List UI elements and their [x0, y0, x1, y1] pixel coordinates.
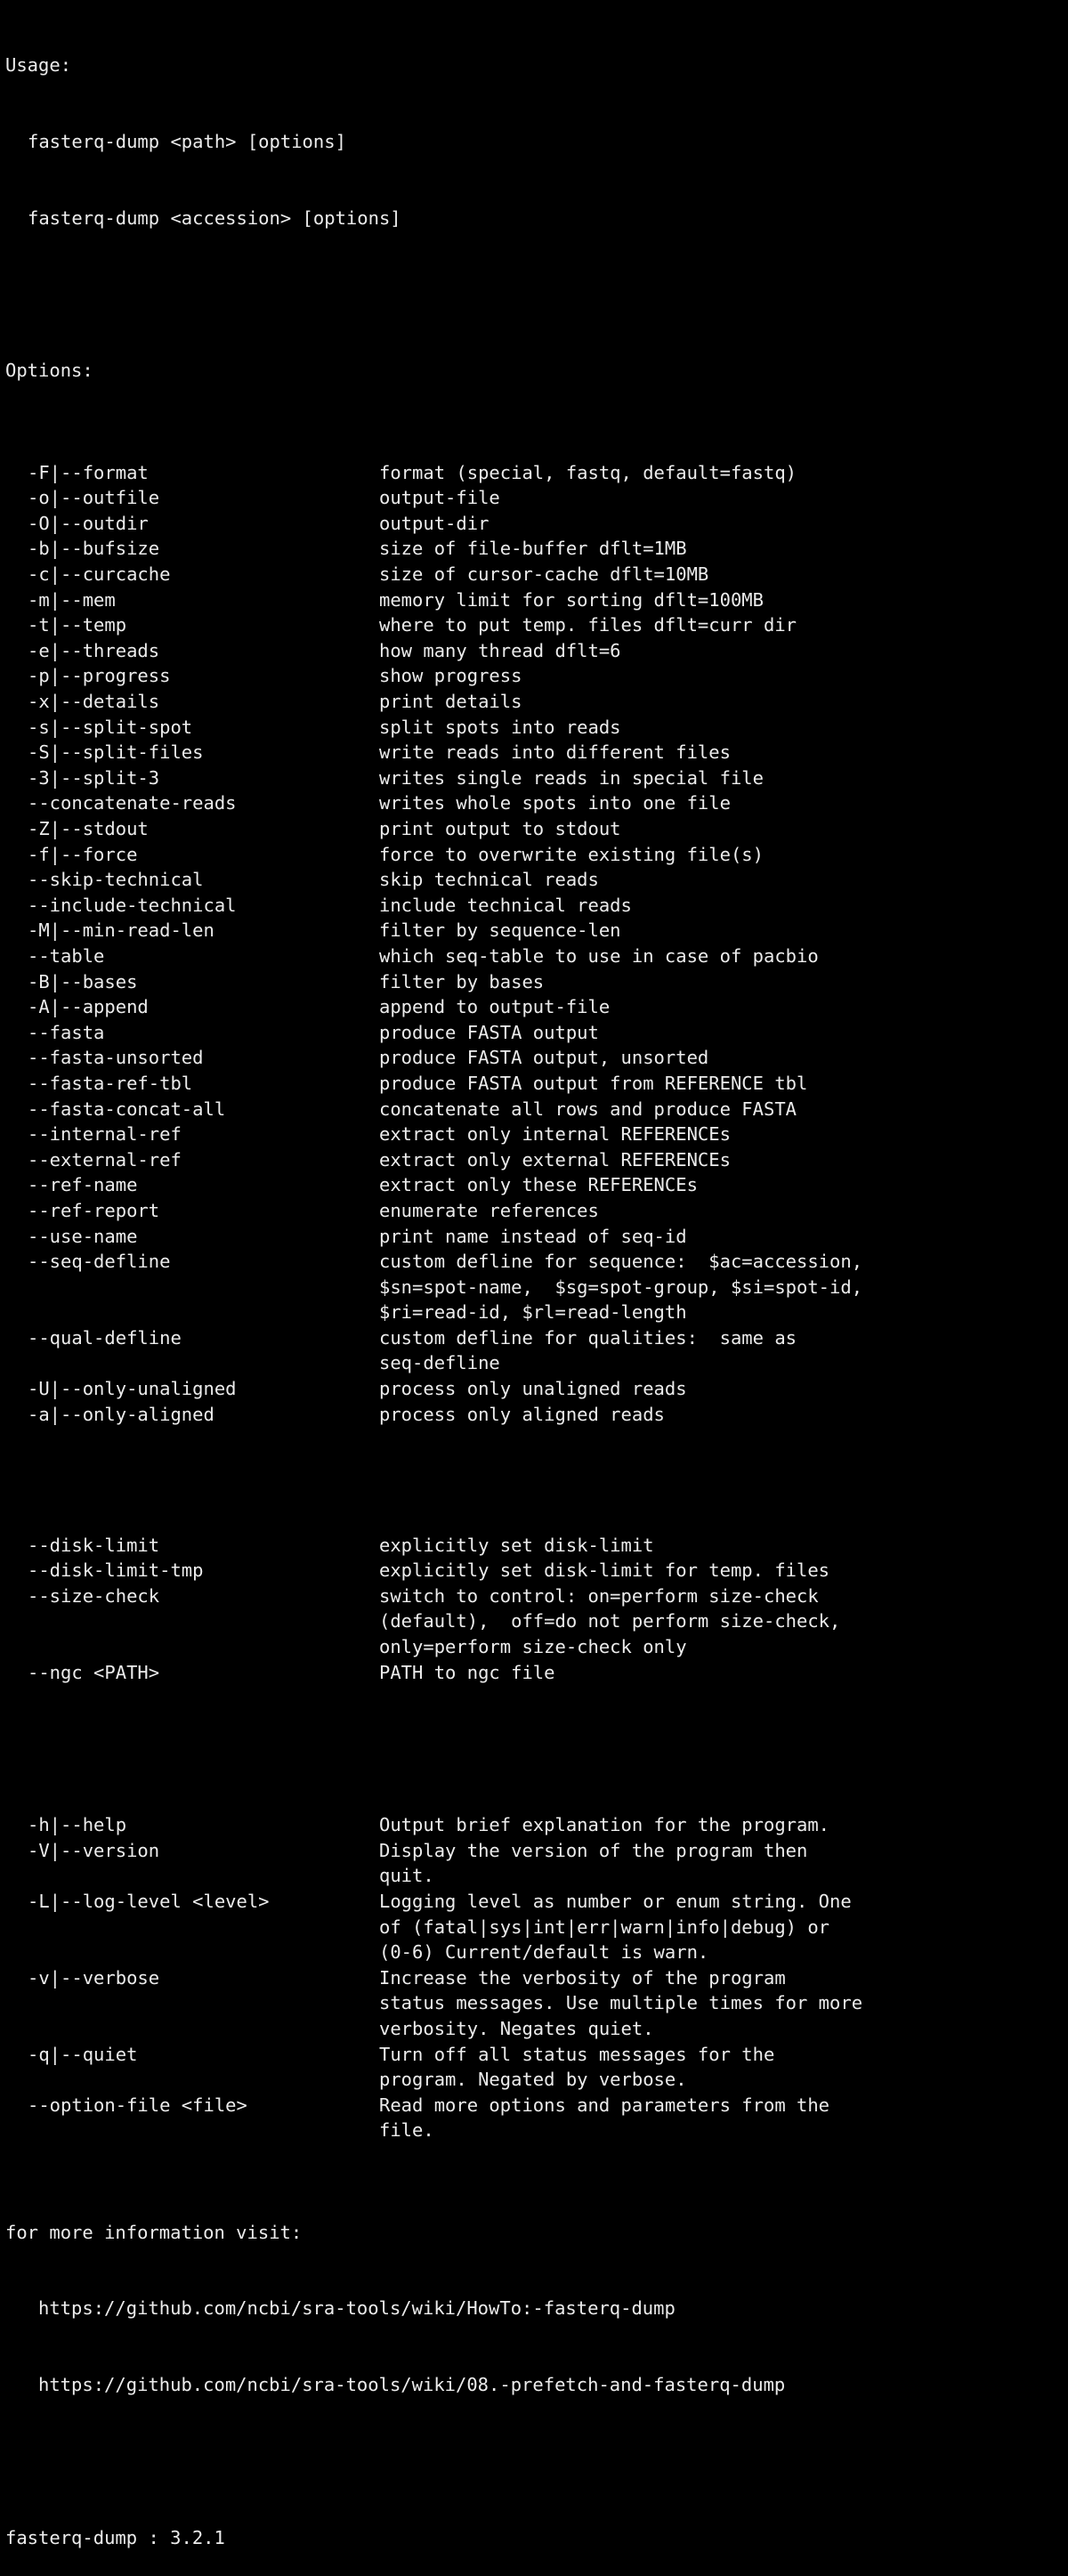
- blank-line: [5, 2449, 1068, 2475]
- option-description-line: custom defline for sequence: $ac=accession,: [379, 1251, 863, 1273]
- option-description-line: extract only external REFERENCEs: [379, 1148, 731, 1171]
- option-flag: --fasta-concat-all: [28, 1098, 226, 1120]
- option-flag: --fasta-ref-tbl: [28, 1072, 193, 1094]
- option-description: [379, 969, 1068, 995]
- option-description-line: size of cursor-cache dflt=10MB: [379, 563, 709, 586]
- option-row: [5, 944, 1068, 969]
- option-flag: -B|--bases: [28, 970, 138, 992]
- option-row: [5, 1172, 1068, 1198]
- option-row: [5, 740, 1068, 766]
- option-flag: -c|--curcache: [28, 563, 171, 586]
- spacer: [5, 1478, 1068, 1481]
- option-flag: --size-check: [28, 1584, 160, 1607]
- option-row: [5, 918, 1068, 944]
- option-description-line: explicitly set disk-limit: [379, 1534, 654, 1556]
- option-flag: --option-file <file>: [28, 2094, 247, 2116]
- option-row: [5, 1198, 1068, 1224]
- option-description-line: process only aligned reads: [379, 1403, 665, 1425]
- option-description: [379, 511, 1068, 537]
- option-description-line: explicitly set disk-limit for temp. files: [379, 1559, 830, 1582]
- option-row: [5, 485, 1068, 511]
- option-description-line: switch to control: on=perform size-check: [379, 1584, 819, 1607]
- option-flag: -t|--temp: [28, 614, 127, 636]
- option-flag: --internal-ref: [28, 1123, 182, 1146]
- option-row: [5, 2093, 1068, 2143]
- option-description-line: writes whole spots into one file: [379, 792, 731, 814]
- option-description: [379, 1249, 1068, 1325]
- option-description: [379, 740, 1068, 766]
- option-description-line: include technical reads: [379, 894, 632, 916]
- option-row: [5, 1325, 1068, 1376]
- option-row: [5, 1812, 1068, 1838]
- option-row: [5, 867, 1068, 893]
- option-row: [5, 1889, 1068, 1965]
- option-description-line: of (fatal|sys|int|err|warn|info|debug) or: [379, 1916, 830, 1938]
- option-flag: -x|--details: [28, 691, 160, 713]
- option-description: [379, 1122, 1068, 1147]
- option-description-line: format (special, fastq, default=fastq): [379, 461, 797, 483]
- option-description-line: (default), off=do not perform size-check,: [379, 1610, 841, 1632]
- option-description: [379, 1889, 1068, 1965]
- option-description: [379, 612, 1068, 638]
- option-description: [379, 485, 1068, 511]
- option-flag: -e|--threads: [28, 639, 160, 661]
- option-flag: --use-name: [28, 1225, 138, 1247]
- option-row: [5, 1020, 1068, 1046]
- option-row: [5, 2042, 1068, 2093]
- url-prefetch[interactable]: https://github.com/ncbi/sra-tools/wiki/08.-prefetch-and-fasterq-dump: [38, 2374, 786, 2396]
- blank-line: [5, 282, 1068, 308]
- option-description: [379, 1584, 1068, 1660]
- option-description-line: split spots into reads: [379, 716, 621, 738]
- option-flag: --include-technical: [28, 894, 237, 916]
- option-description: [379, 1325, 1068, 1376]
- option-description-line: $sn=spot-name, $sg=spot-group, $si=spot-id,: [379, 1276, 863, 1298]
- option-description: [379, 715, 1068, 741]
- option-flag: -L|--log-level <level>: [28, 1890, 270, 1912]
- option-description-line: write reads into different files: [379, 741, 731, 764]
- option-flag: -b|--bufsize: [28, 538, 160, 560]
- option-flag: --disk-limit-tmp: [28, 1559, 204, 1582]
- option-row: [5, 969, 1068, 995]
- option-flag: -o|--outfile: [28, 487, 160, 509]
- option-flag: -s|--split-spot: [28, 716, 193, 738]
- option-row: [5, 1584, 1068, 1660]
- option-description-line: status messages. Use multiple times for more: [379, 1992, 863, 2014]
- option-flag: -F|--format: [28, 461, 149, 483]
- usage-line-path: fasterq-dump <path> [options]: [28, 130, 346, 152]
- option-flag: -p|--progress: [28, 665, 171, 687]
- option-description-line: extract only internal REFERENCEs: [379, 1123, 731, 1146]
- option-row: [5, 1965, 1068, 2042]
- option-description: [379, 1376, 1068, 1402]
- option-description: [379, 867, 1068, 893]
- option-description-line: $ri=read-id, $rl=read-length: [379, 1301, 687, 1324]
- option-description: [379, 1020, 1068, 1046]
- option-description: [379, 893, 1068, 919]
- option-flag: --qual-defline: [28, 1326, 182, 1349]
- option-row: [5, 1097, 1068, 1122]
- version-line: fasterq-dump : 3.2.1: [5, 2526, 225, 2548]
- option-description: [379, 1660, 1068, 1686]
- option-description-line: Output brief explanation for the program.: [379, 1814, 830, 1836]
- option-flag: -S|--split-files: [28, 741, 204, 764]
- option-flag: -a|--only-aligned: [28, 1403, 214, 1425]
- option-flag: --fasta: [28, 1021, 105, 1043]
- option-description: [379, 1965, 1068, 2042]
- option-description-line: output-dir: [379, 512, 490, 534]
- option-row: [5, 1122, 1068, 1147]
- option-flag: -h|--help: [28, 1814, 127, 1836]
- more-info-heading: for more information visit:: [5, 2221, 303, 2243]
- option-description-line: output-file: [379, 487, 500, 509]
- option-description-line: print name instead of seq-id: [379, 1225, 687, 1247]
- option-row: [5, 1533, 1068, 1559]
- option-description: [379, 1533, 1068, 1559]
- option-description-line: how many thread dflt=6: [379, 639, 621, 661]
- option-description-line: (0-6) Current/default is warn.: [379, 1941, 709, 1964]
- option-description: [379, 816, 1068, 842]
- option-description: [379, 994, 1068, 1020]
- option-flag: -Z|--stdout: [28, 818, 149, 839]
- option-description-line: memory limit for sorting dflt=100MB: [379, 588, 764, 611]
- option-description: [379, 689, 1068, 715]
- option-description-line: seq-defline: [379, 1352, 500, 1374]
- option-description-line: Increase the verbosity of the program: [379, 1966, 786, 1989]
- option-row: [5, 587, 1068, 613]
- option-description-line: skip technical reads: [379, 869, 599, 891]
- option-description-line: process only unaligned reads: [379, 1378, 687, 1400]
- option-description: [379, 944, 1068, 969]
- option-row: [5, 638, 1068, 664]
- option-flag: --external-ref: [28, 1148, 182, 1171]
- option-description: [379, 536, 1068, 562]
- option-description-line: extract only these REFERENCEs: [379, 1174, 698, 1196]
- option-description-line: which seq-table to use in case of pacbio: [379, 944, 819, 967]
- option-description: [379, 1045, 1068, 1071]
- option-flag: -A|--append: [28, 996, 149, 1018]
- option-description-line: quit.: [379, 1865, 434, 1887]
- option-description-line: Read more options and parameters from the: [379, 2094, 830, 2116]
- option-flag: -O|--outdir: [28, 512, 149, 534]
- option-description-line: Turn off all status messages for the: [379, 2043, 775, 2065]
- option-flag: -M|--min-read-len: [28, 919, 214, 942]
- option-row: [5, 1249, 1068, 1325]
- option-description: [379, 2042, 1068, 2093]
- option-flag: -v|--verbose: [28, 1966, 160, 1989]
- option-row: [5, 1071, 1068, 1097]
- option-flag: -U|--only-unaligned: [28, 1378, 237, 1400]
- option-flag: -V|--version: [28, 1839, 160, 1861]
- option-row: [5, 790, 1068, 816]
- option-description: [379, 766, 1068, 791]
- option-row: [5, 1558, 1068, 1584]
- option-description-line: print output to stdout: [379, 818, 621, 839]
- option-flag: --table: [28, 944, 105, 967]
- option-description-line: filter by sequence-len: [379, 919, 621, 942]
- option-flag: --disk-limit: [28, 1534, 160, 1556]
- options-list: [5, 460, 1068, 1428]
- option-description: [379, 460, 1068, 486]
- option-row: [5, 994, 1068, 1020]
- option-description: [379, 663, 1068, 689]
- option-row: [5, 766, 1068, 791]
- option-description: [379, 1224, 1068, 1250]
- option-description-line: show progress: [379, 665, 522, 687]
- option-description-line: Logging level as number or enum string. One: [379, 1890, 852, 1912]
- option-description-line: size of file-buffer dflt=1MB: [379, 538, 687, 560]
- option-description: [379, 1812, 1068, 1838]
- option-flag: -q|--quiet: [28, 2043, 138, 2065]
- option-row: [5, 715, 1068, 741]
- options-list-disk: [5, 1533, 1068, 1686]
- option-description: [379, 562, 1068, 587]
- option-row: [5, 816, 1068, 842]
- option-description-line: enumerate references: [379, 1199, 599, 1221]
- option-row: [5, 612, 1068, 638]
- option-row: [5, 1224, 1068, 1250]
- option-description-line: file.: [379, 2119, 434, 2142]
- option-description: [379, 842, 1068, 868]
- option-description-line: print details: [379, 691, 522, 713]
- option-flag: --ref-report: [28, 1199, 160, 1221]
- url-howto[interactable]: https://github.com/ncbi/sra-tools/wiki/HowTo:-fasterq-dump: [38, 2297, 676, 2320]
- option-description-line: where to put temp. files dflt=curr dir: [379, 614, 797, 636]
- option-description-line: force to overwrite existing file(s): [379, 843, 764, 865]
- option-flag: --fasta-unsorted: [28, 1047, 204, 1069]
- option-flag: -m|--mem: [28, 588, 116, 611]
- option-description-line: produce FASTA output, unsorted: [379, 1047, 709, 1069]
- option-description-line: custom defline for qualities: same as: [379, 1326, 797, 1349]
- option-row: [5, 689, 1068, 715]
- option-description: [379, 1071, 1068, 1097]
- option-description-line: PATH to ngc file: [379, 1661, 555, 1683]
- option-row: [5, 893, 1068, 919]
- option-description: [379, 587, 1068, 613]
- option-description-line: append to output-file: [379, 996, 611, 1018]
- option-row: [5, 1660, 1068, 1686]
- option-row: [5, 663, 1068, 689]
- option-row: [5, 1147, 1068, 1173]
- option-description-line: produce FASTA output from REFERENCE tbl: [379, 1072, 808, 1094]
- option-row: [5, 1045, 1068, 1071]
- option-row: [5, 1402, 1068, 1428]
- option-description: [379, 918, 1068, 944]
- option-description-line: concatenate all rows and produce FASTA: [379, 1098, 797, 1120]
- option-description: [379, 1402, 1068, 1428]
- option-flag: --ref-name: [28, 1174, 138, 1196]
- option-description-line: produce FASTA output: [379, 1021, 599, 1043]
- option-description: [379, 638, 1068, 664]
- usage-heading: Usage:: [5, 54, 72, 77]
- options-heading: Options:: [5, 360, 93, 382]
- options-list-general: [5, 1812, 1068, 2143]
- option-description: [379, 2093, 1068, 2143]
- option-row: [5, 511, 1068, 537]
- option-row: [5, 562, 1068, 587]
- option-description-line: Display the version of the program then: [379, 1839, 808, 1861]
- option-description: [379, 1147, 1068, 1173]
- option-description: [379, 790, 1068, 816]
- option-description: [379, 1198, 1068, 1224]
- option-description: [379, 1838, 1068, 1889]
- option-flag: --concatenate-reads: [28, 792, 237, 814]
- option-flag: -3|--split-3: [28, 766, 160, 789]
- option-description-line: verbosity. Negates quiet.: [379, 2017, 654, 2039]
- option-description-line: filter by bases: [379, 970, 545, 992]
- option-flag: -f|--force: [28, 843, 138, 865]
- option-flag: --seq-defline: [28, 1251, 171, 1273]
- option-description-line: program. Negated by verbose.: [379, 2069, 687, 2091]
- usage-line-accession: fasterq-dump <accession> [options]: [28, 207, 401, 229]
- option-row: [5, 842, 1068, 868]
- option-description: [379, 1097, 1068, 1122]
- option-flag: --skip-technical: [28, 869, 204, 891]
- option-description-line: writes single reads in special file: [379, 766, 764, 789]
- blank-line: [5, 1736, 1068, 1762]
- option-flag: --ngc <PATH>: [28, 1661, 160, 1683]
- option-row: [5, 1838, 1068, 1889]
- option-description-line: only=perform size-check only: [379, 1636, 687, 1657]
- option-row: [5, 536, 1068, 562]
- option-description: [379, 1558, 1068, 1584]
- option-description: [379, 1172, 1068, 1198]
- option-row: [5, 1376, 1068, 1402]
- option-row: [5, 460, 1068, 486]
